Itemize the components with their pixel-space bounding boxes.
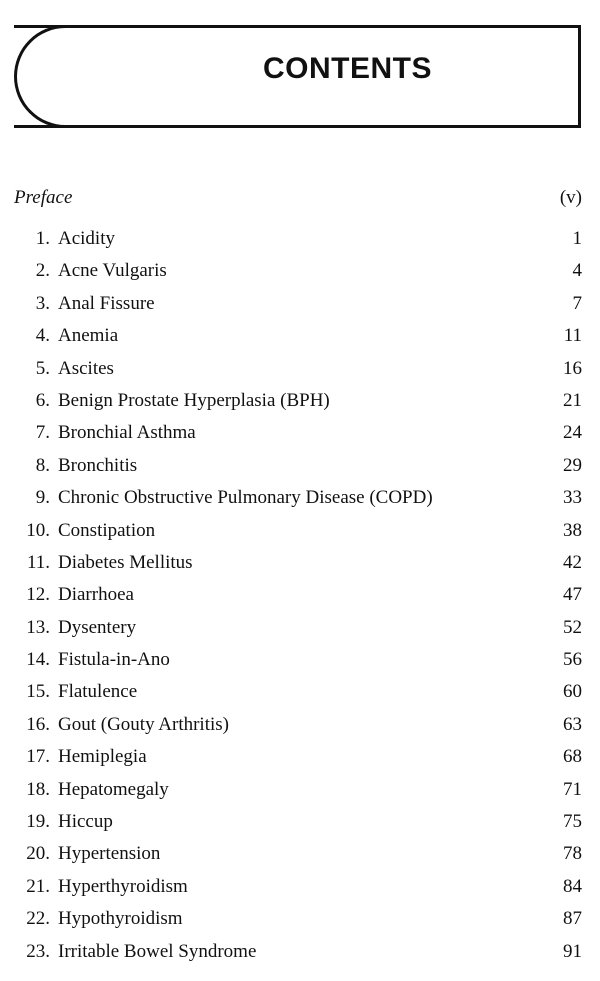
toc-entry [0,876,600,908]
toc-entry-page: 11 [563,325,582,347]
toc-preface-page: (v) [559,187,582,208]
toc-entry [0,260,600,292]
toc-entry-page: 91 [563,940,582,962]
toc-entry-title: Hemiplegia [58,746,147,768]
toc-entry [0,779,600,811]
toc-entry [0,455,600,487]
toc-entry-title: Flatulence [58,681,138,703]
toc-entry-number: 13. [26,616,50,638]
toc-entry [0,811,600,843]
toc-entry [0,714,600,746]
toc-entry-title: Fistula-in-Ano [58,649,170,671]
toc-entry-page: 47 [563,584,582,606]
toc-preface-label: Preface [14,187,73,208]
toc-entry-number: 16. [26,713,50,735]
toc-entry-title: Diarrhoea [58,584,134,606]
toc-entry-page: 38 [563,519,582,541]
toc-entry-page: 75 [563,811,582,833]
toc-entry-title: Chronic Obstructive Pulmonary Disease (COPD) [58,487,433,509]
toc-entry-number: 8. [35,454,50,476]
toc-entry [0,843,600,875]
toc-entry-number: 19. [26,811,50,833]
toc-entry-page: 56 [563,649,582,671]
toc-entry-page: 21 [563,389,582,411]
toc-entry-number: 5. [35,357,50,379]
toc-entry [0,487,600,519]
toc-entry [0,552,600,584]
toc-entry-page: 1 [572,228,582,249]
toc-entry-title: Benign Prostate Hyperplasia (BPH) [58,389,330,411]
toc-entry [0,520,600,552]
toc-entry-number: 20. [26,843,50,865]
toc-entry-number: 4. [35,325,50,347]
toc-entry-page: 29 [563,454,582,476]
toc-preface-row [14,187,582,213]
toc-entry-number: 22. [26,908,50,930]
toc-entry-number: 7. [35,422,50,444]
toc-entry-page: 42 [563,551,582,573]
toc-entry [0,422,600,454]
toc-entry-number: 2. [35,260,50,282]
toc-entry-title: Diabetes Mellitus [58,551,193,573]
toc-entry-title: Hypothyroidism [58,908,183,930]
page-title: CONTENTS [263,52,432,85]
toc-entry-page: 7 [572,292,582,314]
toc-entry [0,584,600,616]
toc-entry-title: Hypertension [58,843,161,865]
toc-entry-title: Acne Vulgaris [58,260,167,282]
toc-entry-page: 71 [563,778,582,800]
toc-entry-number: 11. [26,551,50,573]
toc-entry-title: Hiccup [58,811,113,833]
toc-entry-title: Acidity [58,228,115,249]
toc-entry [0,681,600,713]
toc-entry-page: 52 [563,616,582,638]
toc-entry-title: Constipation [58,519,156,541]
toc-entry-number: 10. [26,519,50,541]
toc-entry-page: 63 [563,713,582,735]
toc-entry-number: 23. [26,940,50,962]
toc-entry-number: 1. [35,228,50,249]
toc-entry-number: 18. [26,778,50,800]
toc-entry [0,746,600,778]
toc-entry-page: 33 [563,487,582,509]
toc-entry [0,649,600,681]
toc-entry-title: Dysentery [58,616,137,638]
toc-list [0,228,600,973]
toc-entry-page: 24 [563,422,582,444]
toc-entry-number: 9. [35,487,50,509]
toc-entry [0,228,600,260]
toc-entry [0,293,600,325]
toc-entry [0,941,600,973]
toc-entry-title: Hepatomegaly [58,778,169,800]
toc-entry-page: 68 [563,746,582,768]
toc-entry-number: 15. [26,681,50,703]
toc-entry-page: 78 [563,843,582,865]
toc-entry [0,358,600,390]
toc-entry-title: Irritable Bowel Syndrome [58,940,257,962]
toc-entry-number: 6. [35,389,50,411]
toc-entry-title: Bronchitis [58,454,138,476]
toc-entry-title: Gout (Gouty Arthritis) [58,713,229,735]
toc-entry-page: 4 [572,260,582,282]
toc-entry [0,908,600,940]
toc-entry [0,325,600,357]
toc-entry-number: 12. [26,584,50,606]
toc-entry-number: 21. [26,875,50,897]
toc-entry-title: Bronchial Asthma [58,422,196,444]
toc-entry-page: 16 [563,357,582,379]
toc-entry-title: Anemia [58,325,119,347]
toc-entry-title: Anal Fissure [58,292,155,314]
toc-entry-title: Hyperthyroidism [58,875,188,897]
toc-entry-number: 3. [35,292,50,314]
toc-entry-title: Ascites [58,357,114,379]
toc-entry-page: 60 [563,681,582,703]
toc-entry [0,617,600,649]
toc-entry-number: 17. [26,746,50,768]
toc-entry-number: 14. [26,649,50,671]
toc-entry-page: 87 [563,908,582,930]
toc-entry [0,390,600,422]
toc-entry-page: 84 [563,875,582,897]
